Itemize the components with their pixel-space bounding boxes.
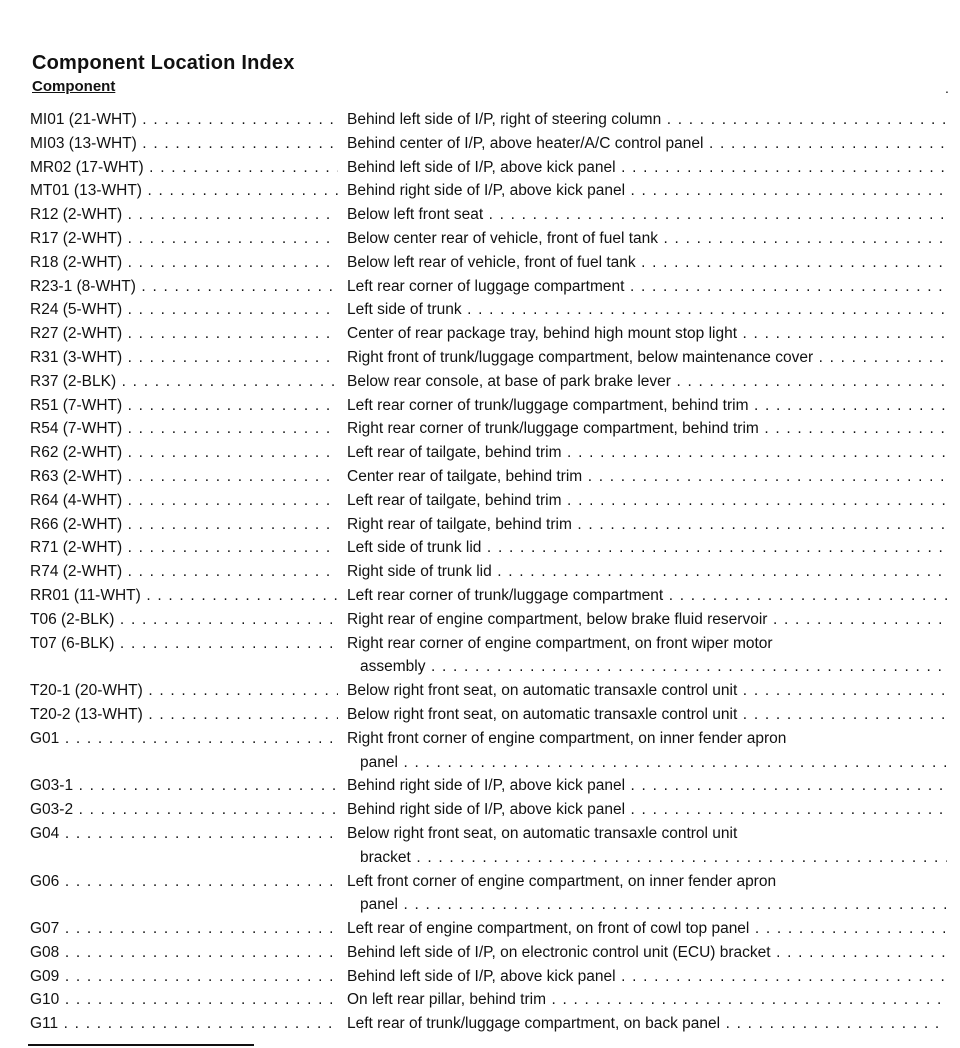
component-id: G01 . . . <box>30 727 338 751</box>
component-location: Left rear of tailgate, behind trim . . . <box>347 441 947 465</box>
component-id: G10 . . . <box>30 988 338 1012</box>
component-location: Left rear corner of luggage compartment . . . <box>347 275 947 299</box>
table-row <box>0 632 960 680</box>
component-location-continued: bracket . . . <box>360 846 947 870</box>
component-id: G07 . . . <box>30 917 338 941</box>
component-id: MR02 (17-WHT) . . . <box>30 156 338 180</box>
component-location: Center of rear package tray, behind high mount stop light . . . <box>347 322 947 346</box>
component-location: Left side of trunk . . . <box>347 298 947 322</box>
table-row <box>0 108 960 132</box>
table-row <box>0 489 960 513</box>
component-location: Behind left side of I/P, on electronic control unit (ECU) bracket . . . <box>347 941 947 965</box>
component-id: R63 (2-WHT) . . . <box>30 465 338 489</box>
component-location: Left rear of tailgate, behind trim . . . <box>347 489 947 513</box>
component-location: Right rear of engine compartment, below brake fluid reservoir . . . <box>347 608 947 632</box>
component-id: G06 . . . <box>30 870 338 894</box>
component-id: G03-1 . . . <box>30 774 338 798</box>
table-row <box>0 370 960 394</box>
table-row <box>0 156 960 180</box>
component-id: R18 (2-WHT) . . . <box>30 251 338 275</box>
table-row <box>0 965 960 989</box>
table-row <box>0 870 960 918</box>
component-location: Behind left side of I/P, right of steering column . . . <box>347 108 947 132</box>
table-row <box>0 465 960 489</box>
component-location: Right front of trunk/luggage compartment, below maintenance cover . . . <box>347 346 947 370</box>
table-row <box>0 251 960 275</box>
component-id: R51 (7-WHT) . . . <box>30 394 338 418</box>
footer-rule <box>28 1044 254 1046</box>
table-row <box>0 346 960 370</box>
table-row <box>0 179 960 203</box>
component-id: R23-1 (8-WHT) . . . <box>30 275 338 299</box>
table-row <box>0 703 960 727</box>
table-row <box>0 727 960 775</box>
header-mark: . <box>945 80 949 96</box>
table-row <box>0 941 960 965</box>
table-row <box>0 441 960 465</box>
column-header-component: Component <box>32 78 116 95</box>
component-index-table <box>0 108 960 1036</box>
component-location: Right rear corner of trunk/luggage compartment, behind trim . . . <box>347 417 947 441</box>
component-location: Left rear of trunk/luggage compartment, on back panel . . . <box>347 1012 947 1036</box>
table-row <box>0 203 960 227</box>
table-row <box>0 394 960 418</box>
component-location-continued: assembly . . . <box>360 655 947 679</box>
component-location: Behind right side of I/P, above kick panel . . . <box>347 179 947 203</box>
component-location: Left rear of engine compartment, on front of cowl top panel . . . <box>347 917 947 941</box>
component-id: R71 (2-WHT) . . . <box>30 536 338 560</box>
table-row <box>0 608 960 632</box>
component-location: Right side of trunk lid . . . <box>347 560 947 584</box>
table-row <box>0 322 960 346</box>
component-location-continued: panel . . . <box>360 751 947 775</box>
component-id: MI01 (21-WHT) . . . <box>30 108 338 132</box>
component-location: Left front corner of engine compartment, on inner fender apron <box>347 872 777 890</box>
table-row <box>0 822 960 870</box>
component-location: Below center rear of vehicle, front of fuel tank . . . <box>347 227 947 251</box>
table-row <box>0 227 960 251</box>
table-row <box>0 679 960 703</box>
component-id: T07 (6-BLK) . . . <box>30 632 338 656</box>
component-id: T06 (2-BLK) . . . <box>30 608 338 632</box>
component-id: R37 (2-BLK) . . . <box>30 370 338 394</box>
component-location: Below right front seat, on automatic transaxle control unit <box>347 824 738 842</box>
component-location: Behind right side of I/P, above kick panel . . . <box>347 798 947 822</box>
component-location: Center rear of tailgate, behind trim . . . <box>347 465 947 489</box>
component-id: R24 (5-WHT) . . . <box>30 298 338 322</box>
component-id: R17 (2-WHT) . . . <box>30 227 338 251</box>
table-row <box>0 988 960 1012</box>
component-id: R31 (3-WHT) . . . <box>30 346 338 370</box>
component-location: Below right front seat, on automatic transaxle control unit . . . <box>347 703 947 727</box>
component-id: G03-2 . . . <box>30 798 338 822</box>
component-location: Behind center of I/P, above heater/A/C control panel . . . <box>347 132 947 156</box>
component-location: Right rear of tailgate, behind trim . . . <box>347 513 947 537</box>
table-row <box>0 1012 960 1036</box>
component-location: Left rear corner of trunk/luggage compartment, behind trim . . . <box>347 394 947 418</box>
component-location-continued: panel . . . <box>360 893 947 917</box>
table-row <box>0 584 960 608</box>
component-location: On left rear pillar, behind trim . . . <box>347 988 947 1012</box>
table-row <box>0 917 960 941</box>
component-id: R62 (2-WHT) . . . <box>30 441 338 465</box>
component-location: Right rear corner of engine compartment, on front wiper motor <box>347 634 773 652</box>
component-id: RR01 (11-WHT) . . . <box>30 584 338 608</box>
table-row <box>0 298 960 322</box>
table-row <box>0 560 960 584</box>
component-location: Right front corner of engine compartment, on inner fender apron <box>347 729 787 747</box>
component-id: MI03 (13-WHT) . . . <box>30 132 338 156</box>
table-row <box>0 513 960 537</box>
component-location: Below rear console, at base of park brake lever . . . <box>347 370 947 394</box>
component-id: R27 (2-WHT) . . . <box>30 322 338 346</box>
component-location: Left rear corner of trunk/luggage compartment . . . <box>347 584 947 608</box>
component-location: Below left rear of vehicle, front of fuel tank . . . <box>347 251 947 275</box>
component-id: T20-1 (20-WHT) . . . <box>30 679 338 703</box>
component-id: R74 (2-WHT) . . . <box>30 560 338 584</box>
table-row <box>0 536 960 560</box>
component-location: Behind right side of I/P, above kick panel . . . <box>347 774 947 798</box>
component-location: Behind left side of I/P, above kick panel . . . <box>347 965 947 989</box>
table-row <box>0 798 960 822</box>
component-id: G11 . . . <box>30 1012 338 1036</box>
component-id: T20-2 (13-WHT) . . . <box>30 703 338 727</box>
page-title: Component Location Index <box>32 52 295 74</box>
component-location: Below left front seat . . . <box>347 203 947 227</box>
component-id: G08 . . . <box>30 941 338 965</box>
table-row <box>0 417 960 441</box>
table-row <box>0 132 960 156</box>
component-id: G09 . . . <box>30 965 338 989</box>
component-location: Left side of trunk lid . . . <box>347 536 947 560</box>
component-id: R66 (2-WHT) . . . <box>30 513 338 537</box>
component-id: R64 (4-WHT) . . . <box>30 489 338 513</box>
table-row <box>0 275 960 299</box>
component-id: R12 (2-WHT) . . . <box>30 203 338 227</box>
component-id: MT01 (13-WHT) . . . <box>30 179 338 203</box>
component-location: Behind left side of I/P, above kick panel . . . <box>347 156 947 180</box>
component-id: R54 (7-WHT) . . . <box>30 417 338 441</box>
table-row <box>0 774 960 798</box>
component-location: Below right front seat, on automatic transaxle control unit . . . <box>347 679 947 703</box>
component-id: G04 . . . <box>30 822 338 846</box>
